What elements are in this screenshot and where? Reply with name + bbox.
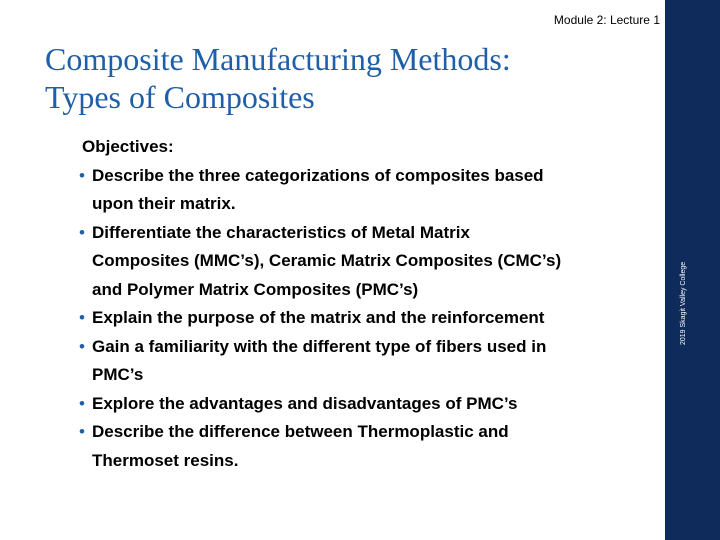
objectives-heading: Objectives: xyxy=(82,137,174,156)
bullet-icon: • xyxy=(79,393,85,413)
objective-text: Differentiate the characteristics of Metal Matrix xyxy=(92,222,470,242)
sidebar-band xyxy=(665,0,720,540)
slide-title xyxy=(45,40,655,116)
copyright-credit: 2019 Skagit Valley College xyxy=(680,261,687,345)
objective-text: Describe the three categorizations of composites based xyxy=(92,165,544,185)
objectives-section xyxy=(79,133,662,475)
bullet-icon: • xyxy=(79,165,85,185)
objective-text: Thermoset resins. xyxy=(92,450,239,470)
objective-item xyxy=(79,219,662,305)
bullet-icon: • xyxy=(79,336,85,356)
objective-item xyxy=(79,390,662,419)
bullet-icon: • xyxy=(79,222,85,242)
objective-text: upon their matrix. xyxy=(92,194,236,213)
objective-text: Explore the advantages and disadvantages of PMC’s xyxy=(92,393,518,413)
objective-text: and Polymer Matrix Composites (PMC’s) xyxy=(92,279,419,299)
objective-item xyxy=(79,162,662,219)
objective-item xyxy=(79,418,662,475)
module-label: Module 2: Lecture 1 xyxy=(553,13,660,27)
objective-text: Describe the difference between Thermoplastic and xyxy=(92,422,509,441)
objective-text: Explain the purpose of the matrix and the reinforcement xyxy=(92,308,545,327)
slide-title-line: Types of Composites xyxy=(45,79,315,115)
objective-item xyxy=(79,333,662,390)
slide-title-line: Composite Manufacturing Methods: xyxy=(45,41,511,77)
objective-text: Composites (MMC’s), Ceramic Matrix Composites (CMC’s) xyxy=(92,251,562,270)
objective-item xyxy=(79,304,662,333)
bullet-icon: • xyxy=(79,422,85,441)
objective-text: PMC’s xyxy=(92,365,144,384)
objectives-list xyxy=(79,162,662,476)
bullet-icon: • xyxy=(79,308,85,327)
objective-text: Gain a familiarity with the different type of fibers used in xyxy=(92,336,547,356)
